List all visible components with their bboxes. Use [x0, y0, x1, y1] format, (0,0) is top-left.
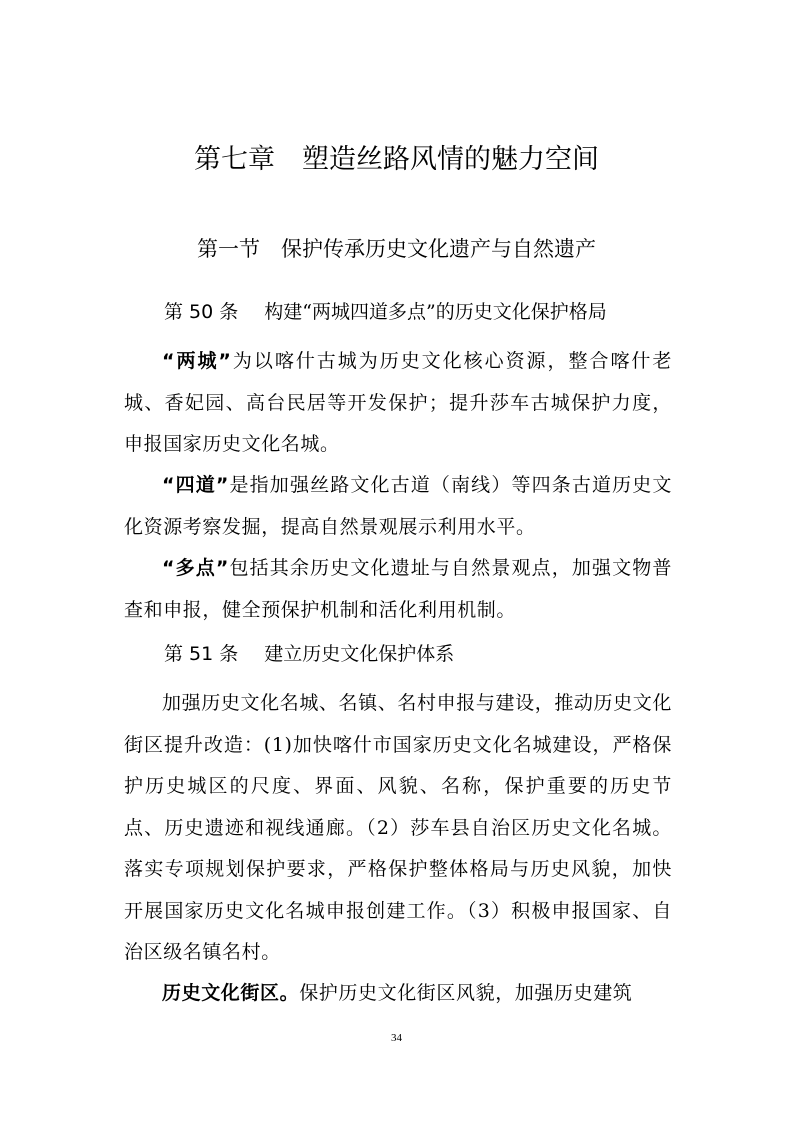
section-title: 第一节 保护传承历史文化遗产与自然遗产 — [197, 237, 596, 261]
article-50-title: 构建“两城四道多点”的历史文化保护格局 — [264, 301, 607, 323]
paragraph-four-roads — [124, 465, 672, 548]
article-51-number: 第 51 条 — [164, 643, 239, 665]
paragraph-protection-system — [124, 683, 672, 974]
paragraph-text: 加强历史文化名城、名镇、名村申报与建设，推动历史文化街区提升改造：(1)加快喀什市国家历史文化名城建设，严格保护历史城区的尺度、界面、风貌、名称，保护重要的历史节点、历史遗迹和视线通廊。（2）莎车县自治区历史文化名城。落实专项规划保护要求，严格保护整体格局与历史风貌，加快开展国家历史文化名城申报创建工作。（3）积极申报国家、自治区级名镇名村。 — [124, 692, 672, 963]
article-51-title: 建立历史文化保护体系 — [264, 643, 455, 665]
paragraph-text: 是指加强丝路文化古道（南线）等四条古道历史文化资源考察发掘，提高自然景观展示利用水平。 — [124, 474, 673, 538]
page-number: 34 — [391, 1032, 402, 1044]
paragraph-multiple-points — [124, 548, 672, 631]
article-51-heading — [164, 640, 454, 668]
paragraph-historic-districts — [124, 973, 672, 1015]
paragraph-lead: “两城” — [162, 350, 232, 372]
paragraph-text: 包括其余历史文化遗址与自然景观点，加强文物普查和申报，健全预保护机制和活化利用机制。 — [124, 557, 673, 621]
paragraph-text: 保护历史文化街区风貌，加强历史建筑 — [299, 982, 633, 1004]
paragraph-lead: 历史文化街区。 — [162, 982, 300, 1004]
paragraph-lead: “四道” — [162, 474, 229, 496]
article-50-heading — [164, 298, 607, 326]
chapter-title: 第七章 塑造丝路风情的魅力空间 — [194, 144, 599, 175]
paragraph-two-cities — [124, 341, 672, 466]
article-50-number: 第 50 条 — [164, 301, 239, 323]
paragraph-lead: “多点” — [162, 557, 229, 579]
paragraph-text: 为以喀什古城为历史文化核心资源，整合喀什老城、香妃园、高台民居等开发保护；提升莎车古城保护力度，申报国家历史文化名城。 — [124, 350, 673, 455]
